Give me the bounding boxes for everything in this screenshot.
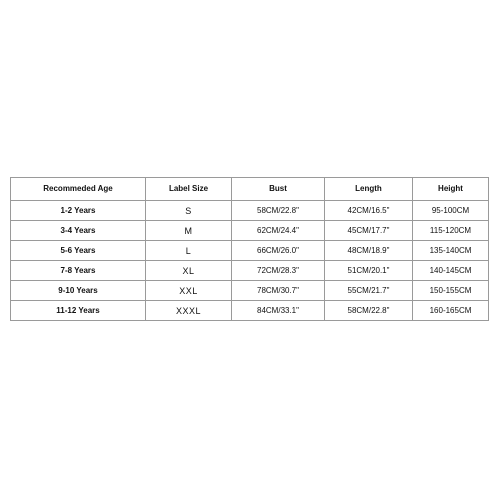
cell-height: 115-120CM xyxy=(413,221,489,241)
cell-age: 3-4 Years xyxy=(11,221,146,241)
cell-label-size: S xyxy=(146,201,232,221)
cell-length: 42CM/16.5" xyxy=(325,201,413,221)
table-row xyxy=(11,221,489,241)
cell-length: 48CM/18.9" xyxy=(325,241,413,261)
cell-bust: 66CM/26.0" xyxy=(232,241,325,261)
cell-label-size: L xyxy=(146,241,232,261)
cell-length: 45CM/17.7" xyxy=(325,221,413,241)
table-row xyxy=(11,201,489,221)
header-bust: Bust xyxy=(232,178,325,201)
cell-age: 5-6 Years xyxy=(11,241,146,261)
cell-age: 11-12 Years xyxy=(11,301,146,321)
table-header-row xyxy=(11,178,489,201)
table-row xyxy=(11,281,489,301)
cell-label-size: M xyxy=(146,221,232,241)
header-height: Height xyxy=(413,178,489,201)
table-row xyxy=(11,301,489,321)
cell-bust: 58CM/22.8" xyxy=(232,201,325,221)
header-label-size: Label Size xyxy=(146,178,232,201)
cell-length: 58CM/22.8" xyxy=(325,301,413,321)
cell-bust: 72CM/28.3" xyxy=(232,261,325,281)
cell-bust: 78CM/30.7" xyxy=(232,281,325,301)
cell-height: 135-140CM xyxy=(413,241,489,261)
header-length: Length xyxy=(325,178,413,201)
cell-height: 140-145CM xyxy=(413,261,489,281)
table-row xyxy=(11,241,489,261)
cell-bust: 62CM/24.4" xyxy=(232,221,325,241)
cell-length: 51CM/20.1" xyxy=(325,261,413,281)
cell-bust: 84CM/33.1" xyxy=(232,301,325,321)
cell-height: 160-165CM xyxy=(413,301,489,321)
cell-age: 7-8 Years xyxy=(11,261,146,281)
cell-length: 55CM/21.7" xyxy=(325,281,413,301)
size-chart-table xyxy=(10,177,489,321)
table-row xyxy=(11,261,489,281)
header-age: Recommeded Age xyxy=(11,178,146,201)
cell-label-size: XXXL xyxy=(146,301,232,321)
cell-label-size: XL xyxy=(146,261,232,281)
cell-height: 150-155CM xyxy=(413,281,489,301)
cell-height: 95-100CM xyxy=(413,201,489,221)
cell-age: 9-10 Years xyxy=(11,281,146,301)
cell-label-size: XXL xyxy=(146,281,232,301)
cell-age: 1-2 Years xyxy=(11,201,146,221)
